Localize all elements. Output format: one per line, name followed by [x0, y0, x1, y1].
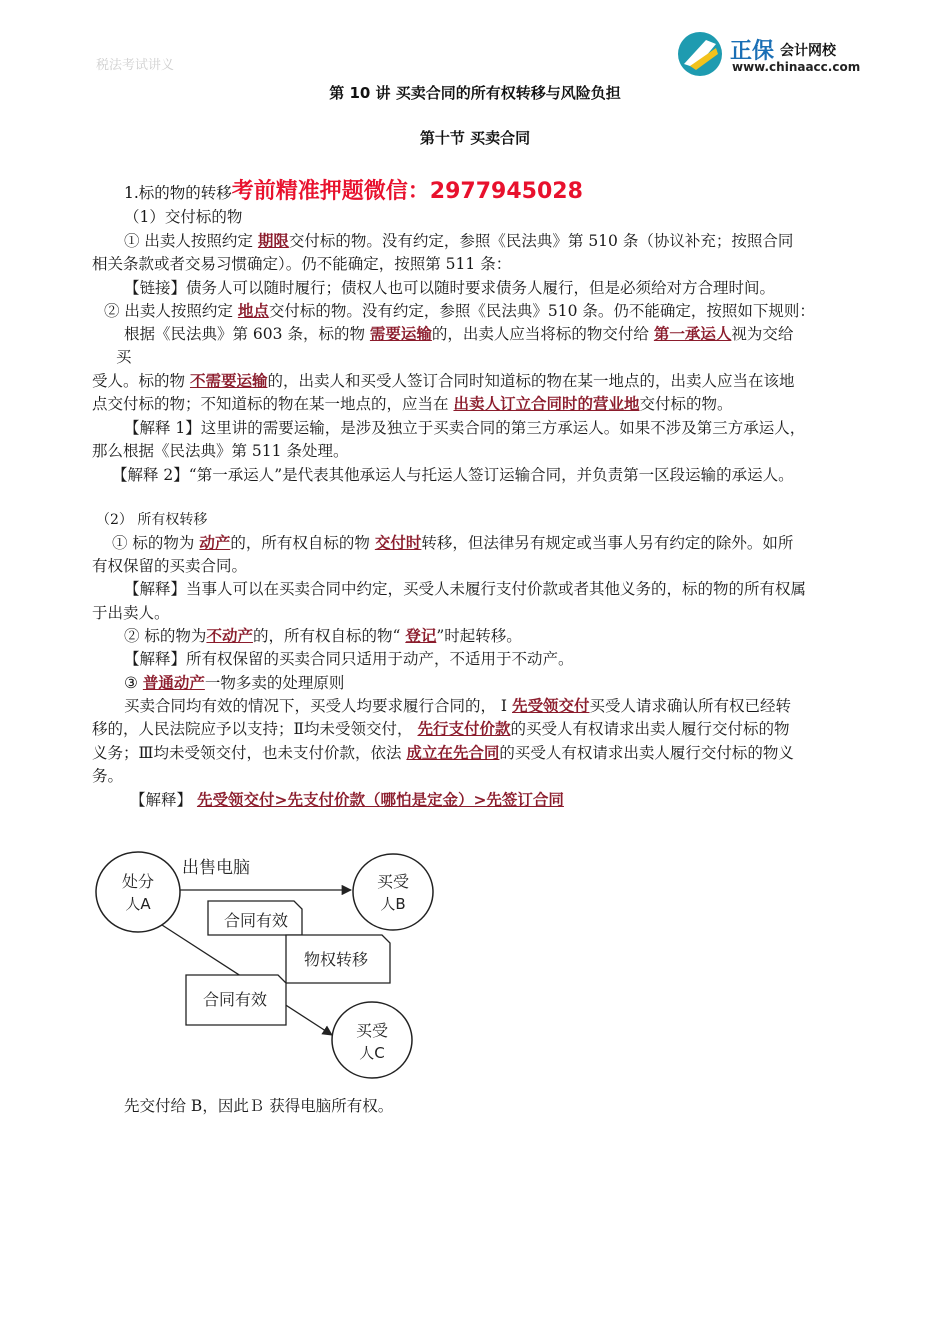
keyword-term: 交付时 [374, 534, 422, 552]
keyword-term: 先行支付价款 [417, 720, 511, 738]
logo [676, 30, 876, 78]
para-8: 那么根据《民法典》第 511 条处理。 [92, 442, 349, 460]
node-a-label-2: 人A [125, 895, 151, 913]
text: 受人。标的物 [92, 372, 186, 390]
text: 交付标的物。没有约定，参照《民法典》510 条。仍不能确定，按照如下规则： [268, 302, 815, 320]
text: 交付标的物。没有约定，参照《民法典》第 510 条（协议补充；按照合同 [288, 232, 794, 250]
para-3 [104, 301, 815, 321]
text: ① 出卖人按照约定 [124, 232, 253, 250]
text: 【解释】 [130, 791, 193, 809]
keyword-term: 先受领交付 [512, 697, 590, 715]
para-12: 【解释】当事人可以在买卖合同中约定，买受人未履行支付价款或者其他义务的，标的物的所有权属 [124, 580, 807, 598]
para-1b: 相关条款或者交易习惯确定）。仍不能确定，按照第 511 条： [92, 255, 512, 273]
text: 转移，但法律另有规定或当事人另有约定的除外。如所 [421, 534, 794, 552]
para-2: 【链接】债务人可以随时履行；债权人也可以随时要求债务人履行，但是必须给对方合理时间。 [124, 279, 776, 297]
promo-text: 考前精准押题微信：2977945028 [231, 179, 583, 204]
node-c-label-2: 人C [359, 1044, 385, 1062]
keyword-term: 地点 [237, 302, 269, 320]
text: 的，所有权自标的物“ [252, 627, 401, 645]
para-4b: 买 [116, 348, 132, 366]
box-3-label: 合同有效 [202, 990, 268, 1009]
node-buyer-c [332, 1002, 412, 1078]
node-c-label-1: 买受 [355, 1021, 389, 1040]
text: 一物多卖的处理原则 [204, 674, 345, 692]
para-13: 于出卖人。 [92, 604, 170, 622]
text: ① 标的物为 [112, 534, 195, 552]
node-buyer-b [353, 854, 433, 930]
para-4 [124, 324, 793, 344]
ownership-diagram [90, 835, 450, 1095]
keyword-term: 登记 [405, 627, 437, 645]
logo-sub: 会计网校 [780, 43, 836, 59]
keyword-term: 出卖人订立合同时的营业地 [453, 395, 640, 413]
text: 买卖合同均有效的情况下，买受人均要求履行合同的， Ⅰ [124, 697, 508, 715]
text: ③ [124, 674, 138, 692]
keyword-term: 动产 [199, 534, 231, 552]
conclusion: 先交付给 B，因此Ｂ 获得电脑所有权。 [124, 1097, 394, 1115]
header-faint-text: 税法考试讲义 [96, 58, 175, 73]
para-16 [124, 673, 344, 693]
text: ② 出卖人按照约定 [104, 302, 233, 320]
logo-url: www.chinaacc.com [732, 60, 861, 74]
keyword-term: 不动产 [206, 627, 253, 645]
text: 根据《民法典》第 603 条，标的物 [124, 325, 365, 343]
sub-heading-2: （2） 所有权转移 [96, 512, 208, 528]
box-1-label: 合同有效 [223, 911, 289, 930]
para-7: 【解释 1】这里讲的需要运输，是涉及独立于买卖合同的第三方承运人。如果不涉及第三方承运人， [124, 419, 806, 437]
text: 的，所有权自标的物 [230, 534, 370, 552]
keyword-term: 不需要运输 [189, 372, 268, 390]
text: 的买受人有权请求出卖人履行交付标的物 [510, 720, 790, 738]
logo-emblem-icon [676, 30, 726, 78]
text: 的，出卖人和买受人签订合同时知道标的物在某一地点的，出卖人应当在该地 [267, 372, 795, 390]
para-20: 务。 [92, 767, 124, 785]
para-9: 【解释 2】“第一承运人”是代表其他承运人与托运人签订运输合同，并负责第一区段运输的承运人。 [112, 466, 794, 484]
lecture-title: 第 10 讲 买卖合同的所有权转移与风险负担 [329, 84, 621, 102]
text: ”时起转移。 [436, 627, 522, 645]
box-2-label: 物权转移 [303, 950, 369, 969]
node-b-label-2: 人B [380, 895, 406, 913]
keyword-term: 先受领交付>先支付价款（哪怕是定金）>先签订合同 [196, 791, 564, 809]
para-1a [124, 231, 793, 251]
keyword-term: 成立在先合同 [406, 744, 500, 762]
para-18 [92, 719, 790, 739]
para-17 [124, 696, 791, 716]
keyword-term: 第一承运人 [653, 325, 732, 343]
text: 交付标的物。 [639, 395, 733, 413]
para-6 [92, 394, 732, 414]
para-21 [130, 790, 564, 810]
text: 点交付标的物；不知道标的物在某一地点的，应当在 [92, 395, 449, 413]
para-15: 【解释】所有权保留的买卖合同只适用于动产，不适用于不动产。 [124, 650, 574, 668]
keyword-term: 需要运输 [369, 325, 432, 343]
logo-brand: 正保 [730, 39, 775, 64]
node-seller-a [96, 852, 180, 932]
text: 买受人请求确认所有权已经转 [589, 697, 792, 715]
heading-1 [124, 174, 583, 205]
heading-1-text: 1.标的物的转移 [124, 184, 232, 202]
para-10 [112, 533, 793, 553]
keyword-term: 期限 [257, 232, 289, 250]
text: 视为交给 [731, 325, 794, 343]
para-11: 有权保留的买卖合同。 [92, 557, 248, 575]
para-5 [92, 371, 794, 391]
text: ② 标的物为 [124, 627, 207, 645]
text: 的，出卖人应当将标的物交付给 [431, 325, 649, 343]
text: 义务；Ⅲ均未受领交付，也未支付价款，依法 [92, 744, 402, 762]
keyword-term: 普通动产 [142, 674, 205, 692]
text: 移的，人民法院应予以支持；Ⅱ均未受领交付， [92, 720, 413, 738]
node-b-label-1: 买受 [376, 872, 410, 891]
node-a-label-1: 处分 [121, 872, 155, 891]
para-19 [92, 743, 794, 763]
arrow-label: 出售电脑 [182, 858, 250, 878]
para-14 [124, 626, 522, 646]
section-title: 第十节 买卖合同 [419, 129, 531, 147]
text: 的买受人有权请求出卖人履行交付标的物义 [499, 744, 794, 762]
sub-heading-1: （1）交付标的物 [124, 208, 243, 226]
